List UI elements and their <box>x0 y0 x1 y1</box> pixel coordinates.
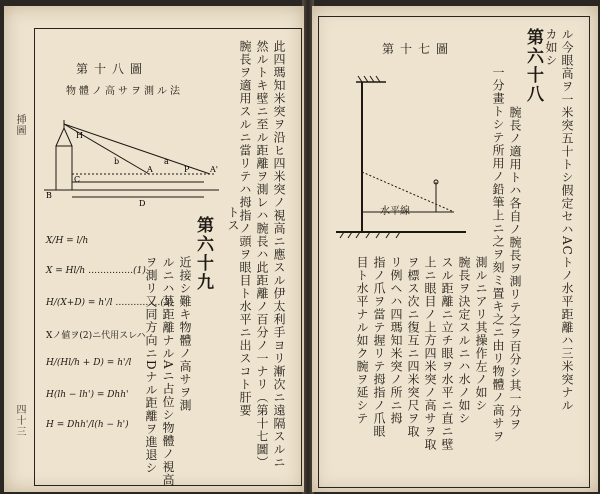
text-column: 此四瑪知米突ヲ沿ヒ四米突ノ視高ニ應スル伊太利手ヨリ漸次ニ遠隔スルニ <box>272 40 286 469</box>
text-column: トス <box>226 206 240 232</box>
label-C: C <box>74 175 81 184</box>
hatch-marks <box>358 76 380 82</box>
formula: H/(X+D) = h'/l ……………(2) <box>46 298 174 308</box>
formula: H/(Hl/h + D) = h'/l <box>46 358 132 368</box>
text-column: 一分畫トシテ所用ノ鉛筆上ニ之ヲ刻ミ置キ之ニ由リ物體ノ高サヲ <box>491 66 505 443</box>
figure-17-diagram <box>326 62 476 252</box>
text-column: ル今眼高ヲ一米突五十トシ假定セハACトノ水平距離ハ三米突ナル <box>560 28 574 412</box>
figure-caption: 物體ノ高サヲ測ル法 <box>66 86 183 97</box>
label-D: D <box>139 199 146 208</box>
text-column: 然ルトキ壁ニ至ル距離ヲ測レハ腕長ハ此距離ノ百分ノ一ナリ（第十七圖） <box>255 40 269 469</box>
formula: H(lh − lh') = Dhh' <box>46 390 129 400</box>
formula: H = Dhh'/l(h − h') <box>46 420 129 430</box>
section-heading: 第六十九 <box>193 216 213 292</box>
text-column: 測ルニアリ其操作左ノ如シ <box>474 256 488 412</box>
text-column: リ例ヘハ四瑪知米突ノ所ニ拇 <box>389 256 403 425</box>
text-column: 腕長ノ適用トハ各自ノ腕長ヲ測リテ之ヲ百分シ其一分ヲ <box>508 106 522 431</box>
section-heading: 第六十八 <box>523 28 543 104</box>
left-page <box>4 6 304 492</box>
text-column: 腕長ヲ決定スルニハ水ノ如シ <box>457 256 471 425</box>
text-column: カ如シ <box>544 28 558 67</box>
figure-18-labels <box>44 102 234 222</box>
figure-title: 第十八圖 <box>76 62 149 76</box>
text-column: スル距離ニ立チ眼ヲ水平ニ直ニ壁 <box>440 256 454 451</box>
text-column: 腕長ヲ適用スルニ當リテハ拇指ノ頭ヲ眼目ト水平ニ出スコト肝要 <box>238 40 252 417</box>
label-H: H <box>76 131 83 140</box>
text-column: ヲ標ス次ニ復互ニ四米突尺ヲ取 <box>406 256 420 438</box>
label-A-prime: A' <box>210 165 218 174</box>
label-B: B <box>46 191 52 200</box>
text-column: 指ノ爪ヲ當テ握リテ拇指ノ爪眼 <box>372 256 386 438</box>
label-a: a <box>164 157 169 166</box>
text-column: 目ト水平ナル如ク腕ヲ延シテ <box>355 256 369 425</box>
figure-label-horizontal: 水平線 <box>380 206 410 217</box>
margin-label: 挿圖 <box>14 114 25 136</box>
figure-title: 第十七圖 <box>382 42 455 56</box>
formula: X = Hl/h ……………(1) <box>46 266 146 276</box>
label-P: P <box>184 165 190 174</box>
text-column: 上ニ眼目ノ上方四米突ノ高サヲ取 <box>423 256 437 451</box>
formula: X/H = l/h <box>46 236 89 246</box>
label-A: A <box>147 165 153 174</box>
text-column: ルニハ某距離ナルAニ占位シ物體ノ視高 <box>161 256 175 487</box>
page-number: 四十三 <box>14 404 25 437</box>
formula-note: Xノ値ヲ(2)ニ代用スレハ <box>46 331 146 341</box>
text-column: 近接シ難キ物體ノ高サヲ測 <box>178 256 192 412</box>
label-b: b <box>114 157 120 166</box>
right-page <box>312 6 598 492</box>
text-column: ヲ測リ又同方向ニDナル距離ヲ進退シ <box>144 256 158 475</box>
